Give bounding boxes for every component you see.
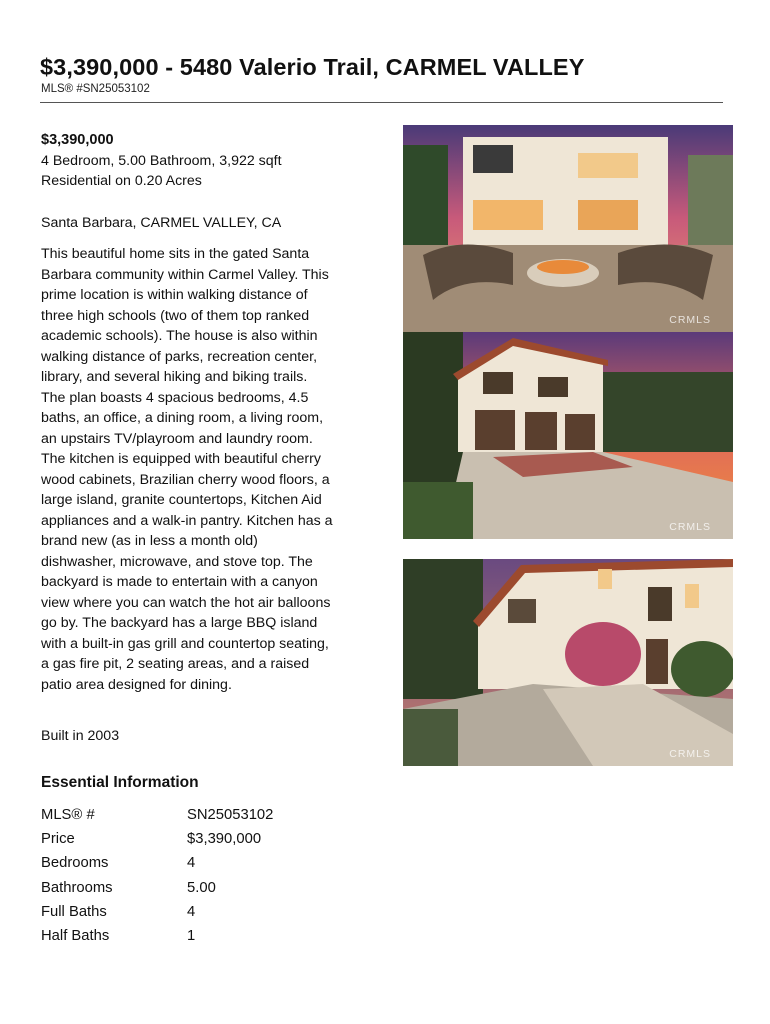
description-line: with a built-in gas grill and countertop seating, [41,635,329,652]
description-line: three high schools (two of them top ranked [41,307,310,324]
row-label: Half Baths [41,928,110,945]
description-line: appliances and a walk-in pantry. Kitchen has a [41,512,333,529]
description-line: a gas fire pit, 2 seating areas, and a raised [41,656,310,672]
listing-details [41,130,371,747]
description-line: This beautiful home sits in the gated Santa [41,246,310,262]
description-line: Barbara community within Carmel Valley. This [41,266,329,283]
property-photo-front[interactable] [403,332,733,539]
table-row [41,900,273,924]
row-value: 1 [187,928,196,945]
property-photo-entry[interactable] [403,559,733,766]
property-photo-backyard[interactable] [403,125,733,332]
description-line: view where you can watch the hot air balloons [41,594,331,611]
description-line: large island, granite countertops, Kitchen Aid [41,492,322,508]
description-line: baths, an office, a dining room, a living room, [41,410,324,426]
listing-location: Santa Barbara, CARMEL VALLEY, CA [41,214,282,231]
description-line: prime location is within walking distance of [41,287,308,303]
front-garage-image [403,332,733,539]
description-line: go by. The backyard has a large BBQ island [41,615,318,631]
row-label: Price [41,831,75,848]
year-built: Built in 2003 [41,728,120,744]
description-line: patio area designed for dining. [41,676,232,693]
photo-watermark: CRMLS [669,314,711,326]
row-label: MLS® # [41,807,95,824]
table-row [41,876,273,900]
beds-baths-sqft: 4 Bedroom, 5.00 Bathroom, 3,922 sqft [41,152,282,169]
description-line: walking distance of parks, recreation center, [41,348,318,365]
description-line: The kitchen is equipped with beautiful cherry [41,451,321,467]
row-value: $3,390,000 [187,831,262,848]
entry-walkway-image [403,559,733,766]
listing-description [41,244,371,695]
row-value: 4 [187,903,196,920]
description-line: wood cabinets, Brazilian cherry wood floors, a [41,471,330,488]
description-line: brand new (as in less a month old) [41,533,258,549]
row-label: Bathrooms [41,879,113,896]
row-value: 5.00 [187,879,216,896]
essential-info-table [41,803,273,948]
description-line: The plan boasts 4 spacious bedrooms, 4.5 [41,389,309,406]
description-line: dishwasher, microwave, and stove top. The [41,553,313,570]
backyard-image [403,125,733,332]
table-row [41,851,273,875]
description-line: academic schools). The house is also within [41,328,318,344]
header-divider [40,102,723,103]
essential-info-heading: Essential Information [41,774,199,791]
table-row [41,827,273,851]
photo-watermark: CRMLS [669,748,711,760]
row-value: 4 [187,855,196,872]
property-type-lot: Residential on 0.20 Acres [41,173,202,189]
table-row [41,803,273,827]
page-title: $3,390,000 - 5480 Valerio Trail, CARMEL VALLEY [40,54,585,80]
description-line: an upstairs TV/playroom and laundry room. [41,430,313,447]
mls-subtitle: MLS® #SN25053102 [41,83,150,95]
photo-watermark: CRMLS [669,521,711,533]
table-row [41,924,273,948]
description-line: library, and several hiking and biking trails. [41,369,308,385]
row-label: Full Baths [41,903,107,920]
listing-price: $3,390,000 [41,132,114,148]
row-value: SN25053102 [187,807,274,824]
description-line: backyard is made to entertain with a canyon [41,574,318,590]
row-label: Bedrooms [41,855,109,872]
